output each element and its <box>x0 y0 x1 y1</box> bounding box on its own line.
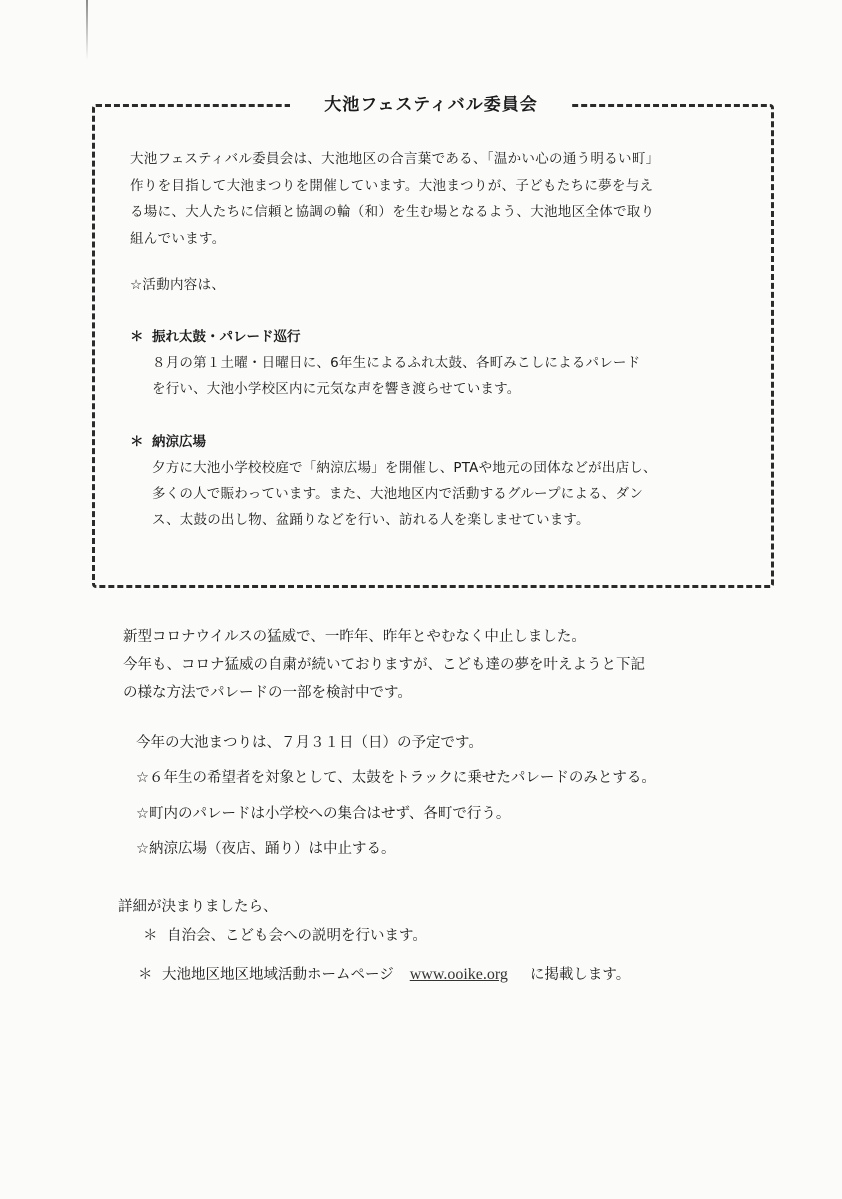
details-item-text: 自治会、こども会への説明を行います。 <box>167 928 427 944</box>
activity-plaza <box>130 429 750 533</box>
scan-mark <box>86 0 88 60</box>
activity-line: 夕方に大池小学校校庭で「納涼広場」を開催し、PTAや地元の団体などが出店し、 <box>152 460 657 476</box>
committee-title: 大池フェスティバル委員会 <box>290 90 572 120</box>
notice-line: 新型コロナウイルスの猛威で、一昨年、昨年とやむなく中止しました。 <box>123 629 586 645</box>
asterisk-bullet: ＊ <box>130 329 144 345</box>
covid-notice <box>123 623 763 707</box>
details-item <box>138 953 778 997</box>
activity-title <box>130 324 750 350</box>
activity-title-text: 振れ太鼓・パレード巡行 <box>152 329 301 345</box>
details-item <box>143 919 778 953</box>
plan-item: ☆納涼広場（夜店、踊り）は中止する。 <box>136 841 396 858</box>
activity-line: ８月の第１土曜・日曜日に、6年生によるふれ太鼓、各町みこしによるパレード <box>152 355 641 371</box>
notice-line: 今年も、コロナ猛威の自粛が続いておりますが、こども達の夢を叶えようと下記 <box>123 657 645 673</box>
homepage-label: 大池地区地区地域活動ホームページ <box>162 967 394 983</box>
homepage-link[interactable]: www.ooike.org <box>409 966 508 983</box>
intro-line: る場に、大人たちに信頼と協調の輪（和）を生む場となるよう、大池地区全体で取り <box>130 204 655 220</box>
activity-parade <box>130 324 750 402</box>
intro-line: 大池フェスティバル委員会は、大池地区の合言葉である、「温かい心の通う明るい町」 <box>130 151 660 167</box>
activity-title-text: 納涼広場 <box>152 434 206 450</box>
activity-title <box>130 429 750 455</box>
activity-heading: ☆活動内容は、 <box>130 277 226 293</box>
activity-line: ス、太鼓の出し物、盆踊りなどを行い、訪れる人を楽しませています。 <box>152 512 590 528</box>
festival-plan <box>136 733 776 875</box>
notice-line: の様な方法でパレードの一部を検討中です。 <box>123 685 412 701</box>
intro-line: 作りを目指して大池まつりを開催しています。大池まつりが、子どもたちに夢を与え <box>130 177 654 194</box>
committee-intro <box>130 146 755 252</box>
homepage-suffix: に掲載します。 <box>529 967 631 983</box>
details-lead: 詳細が決まりましたら、 <box>118 899 278 915</box>
activity-body <box>130 455 750 533</box>
plan-date: 今年の大池まつりは、７月３１日（日）の予定です。 <box>136 735 483 751</box>
activity-line: を行い、大池小学校区内に元気な声を響き渡らせています。 <box>152 381 521 397</box>
details-section <box>118 895 778 997</box>
activity-line: 多くの人で賑わっています。また、大池地区内で活動するグループによる、ダン <box>152 486 644 502</box>
intro-line: 組んでいます。 <box>130 230 226 247</box>
plan-item: ☆町内のパレードは小学校への集合はせず、各町で行う。 <box>136 805 511 822</box>
plan-item: ☆６年生の希望者を対象として、太鼓をトラックに乗せたパレードのみとする。 <box>136 770 656 787</box>
asterisk-bullet: ＊ <box>138 967 153 983</box>
activity-body <box>130 350 750 402</box>
asterisk-bullet: ＊ <box>130 434 144 450</box>
asterisk-bullet: ＊ <box>143 928 158 944</box>
